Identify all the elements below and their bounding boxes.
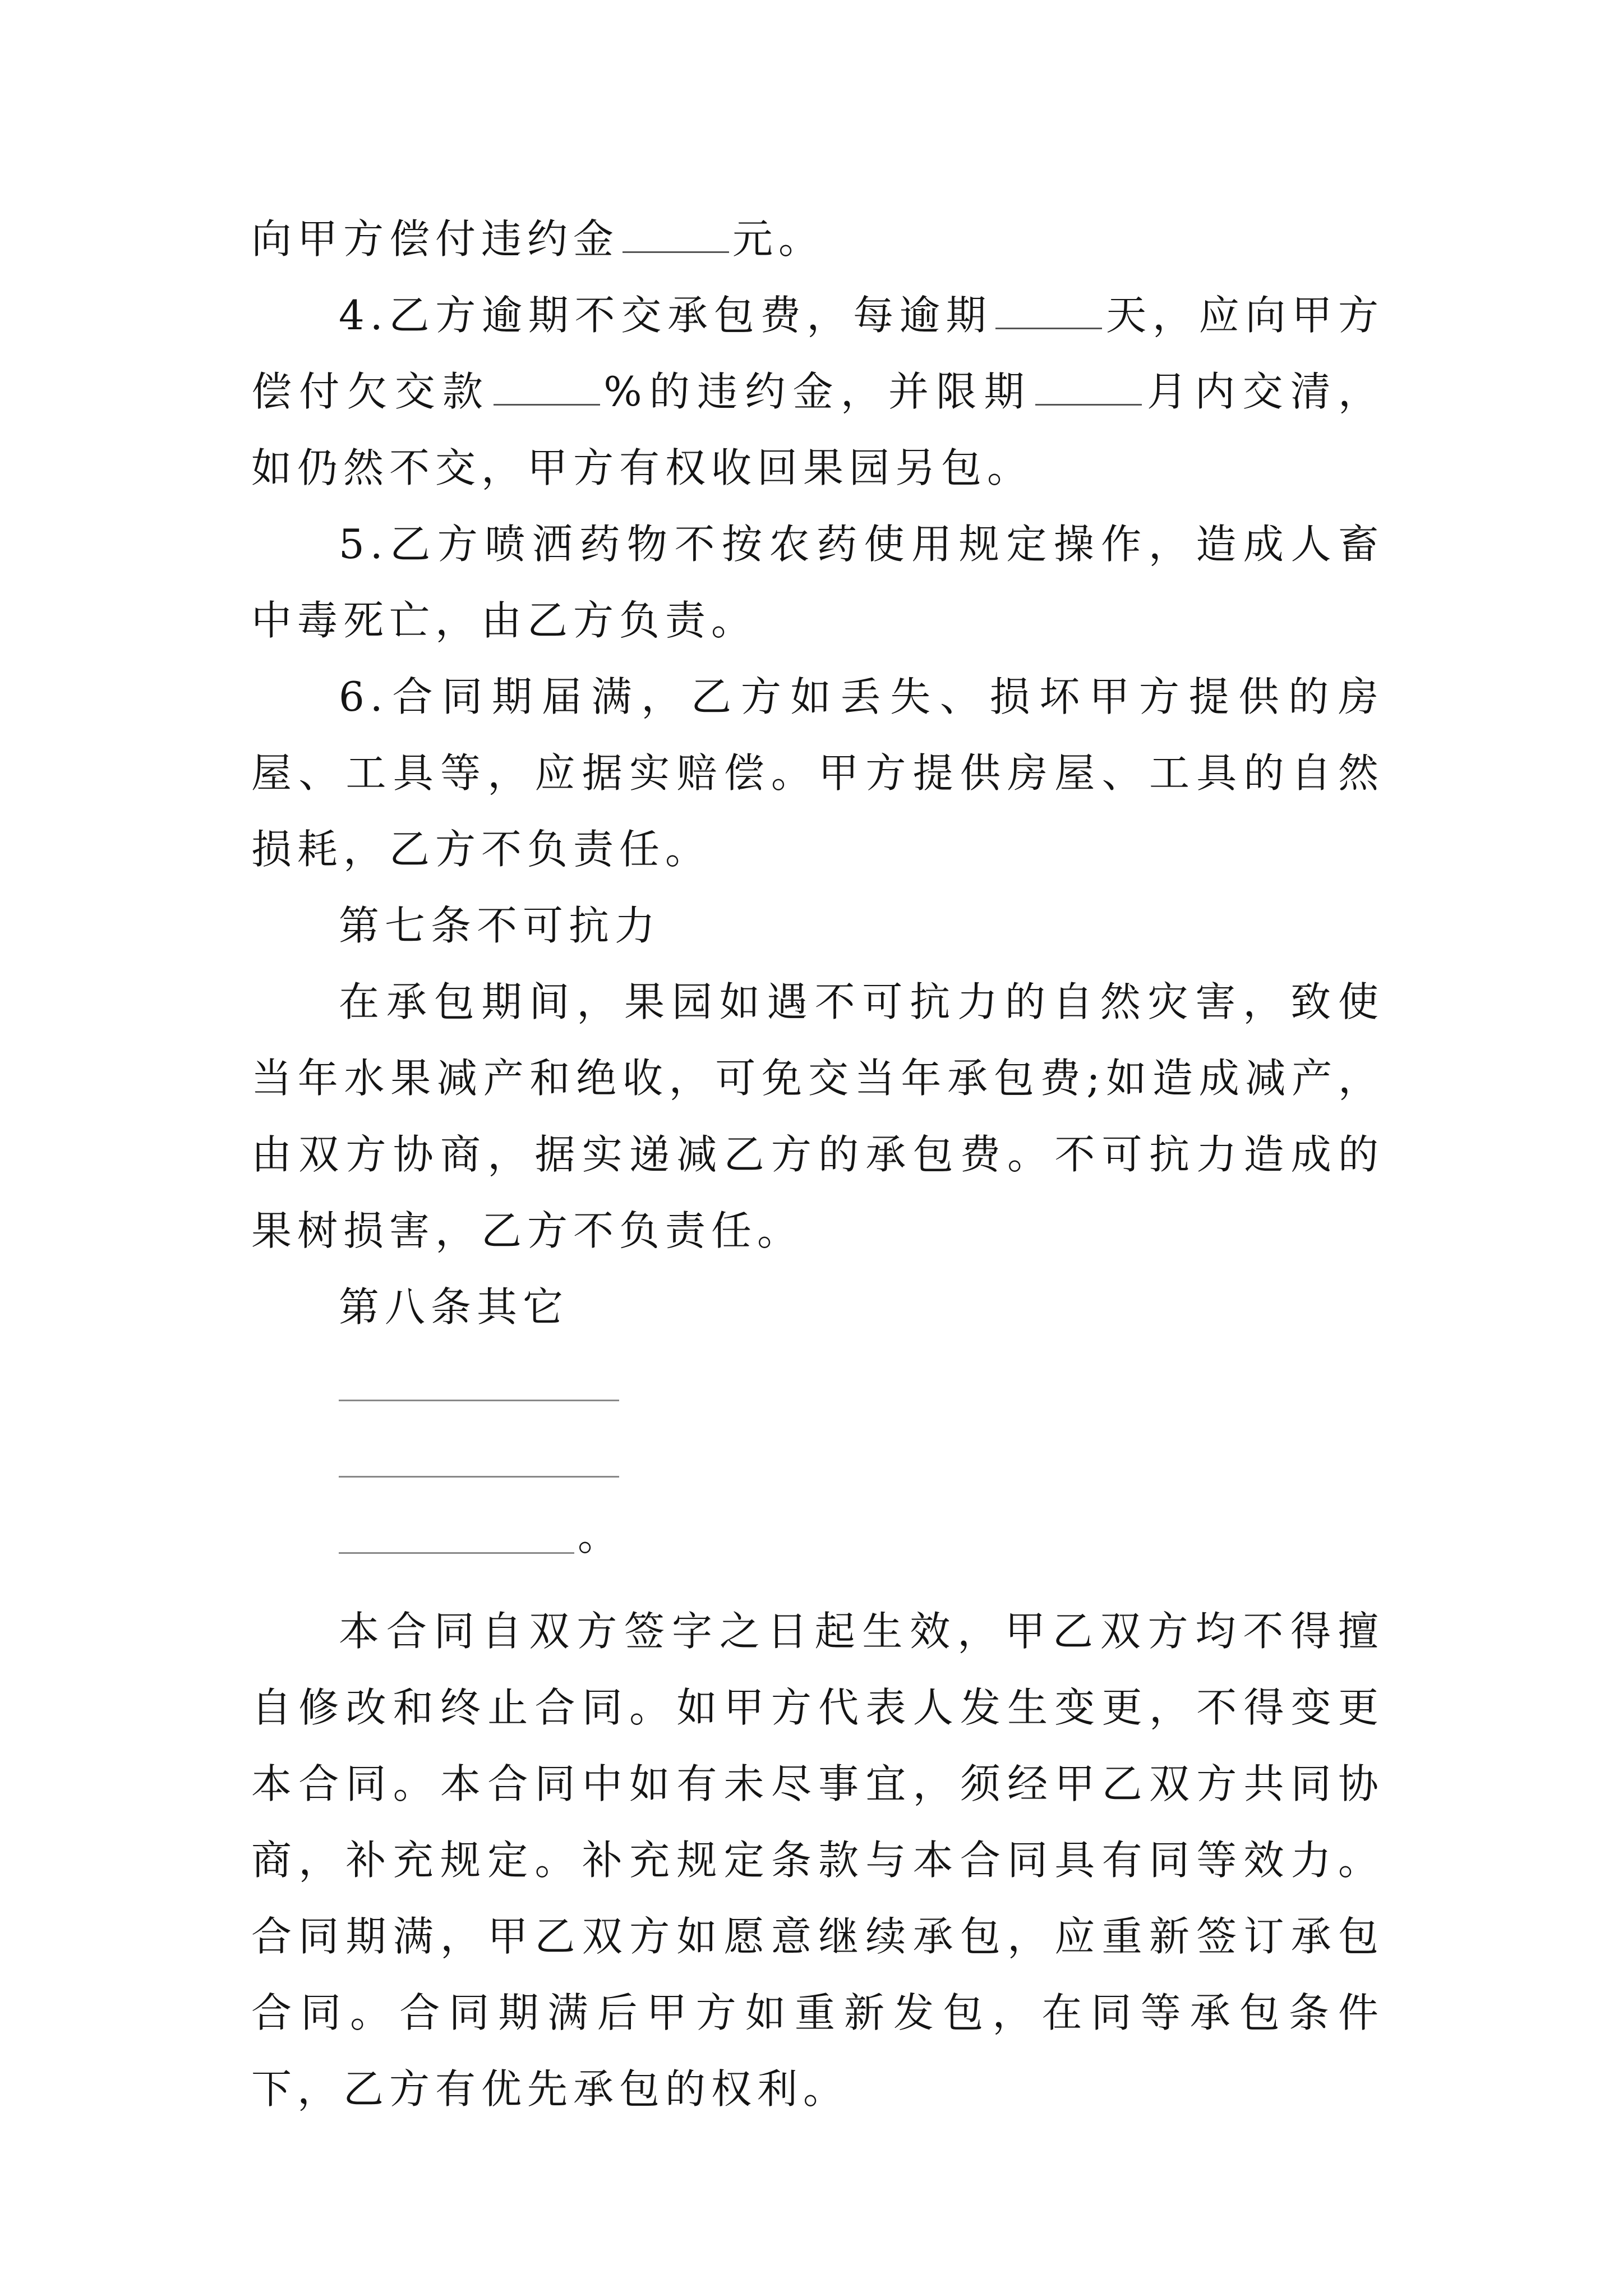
spacer <box>251 1574 1384 1593</box>
blank-deadline-months[interactable] <box>1035 367 1142 406</box>
heading-article-8: 第八条其它 <box>339 1283 569 1331</box>
paragraph-force-majeure: 在承包期间，果园如遇不可抗力的自然灾害，致使当年水果减产和绝收，可免交当年承包费;如造成减产，由双方协商，据实递减乙方的承包费。不可抗力造成的果树损害，乙方不负责任。 <box>251 978 1384 1254</box>
text-penalty-after: 元。 <box>732 215 825 263</box>
underline-rule <box>339 1552 574 1554</box>
blank-line-other-1[interactable] <box>339 1345 1384 1421</box>
text-clause-4-c: %的违约金，并限期 <box>603 368 1032 415</box>
blank-line-period: 。 <box>578 1512 624 1559</box>
paragraph-clause-6: 6.合同期届满，乙方如丢失、损坏甲方提供的房屋、工具等，应据实赔偿。甲方提供房屋、工具的自然损耗，乙方不负责任。 <box>251 673 1384 873</box>
paragraph-effectiveness: 本合同自双方签字之日起生效，甲乙双方均不得擅自修改和终止合同。如甲方代表人发生变更，不得变更本合同。本合同中如有未尽事宜，须经甲乙双方共同协商，补充规定。补充规定条款与本合同具有同等效力。合同期满，甲乙双方如愿意继续承包，应重新签订承包合同。合同期满后甲方如重新发包，在同等承包条件下，乙方有优先承包的权利。 <box>251 1608 1384 2113</box>
blank-line-other-3[interactable] <box>339 1498 1384 1574</box>
contract-body <box>251 201 1384 2127</box>
blank-penalty-percent[interactable] <box>494 367 600 406</box>
paragraph-clause-5: 5.乙方喷洒药物不按农药使用规定操作，造成人畜中毒死亡，由乙方负责。 <box>251 521 1384 644</box>
paragraph-penalty-payment <box>251 201 1384 277</box>
paragraph-clause-4 <box>251 277 1384 506</box>
text-clause-4-b: 天，应向甲方偿付欠交款 <box>251 292 1384 415</box>
text-clause-4-a: 4.乙方逾期不交承包费，每逾期 <box>339 292 993 339</box>
blank-penalty-amount[interactable] <box>623 215 729 253</box>
text-clause-4-d: 月内交清，如仍然不交，甲方有权收回果园另包。 <box>251 368 1384 491</box>
underline-rule <box>339 1400 619 1401</box>
blank-line-other-2[interactable] <box>339 1421 1384 1498</box>
text-penalty-before: 向甲方偿付违约金 <box>251 215 620 263</box>
heading-article-7: 第七条不可抗力 <box>339 902 661 949</box>
blank-overdue-days[interactable] <box>995 291 1102 329</box>
underline-rule <box>339 1476 619 1478</box>
